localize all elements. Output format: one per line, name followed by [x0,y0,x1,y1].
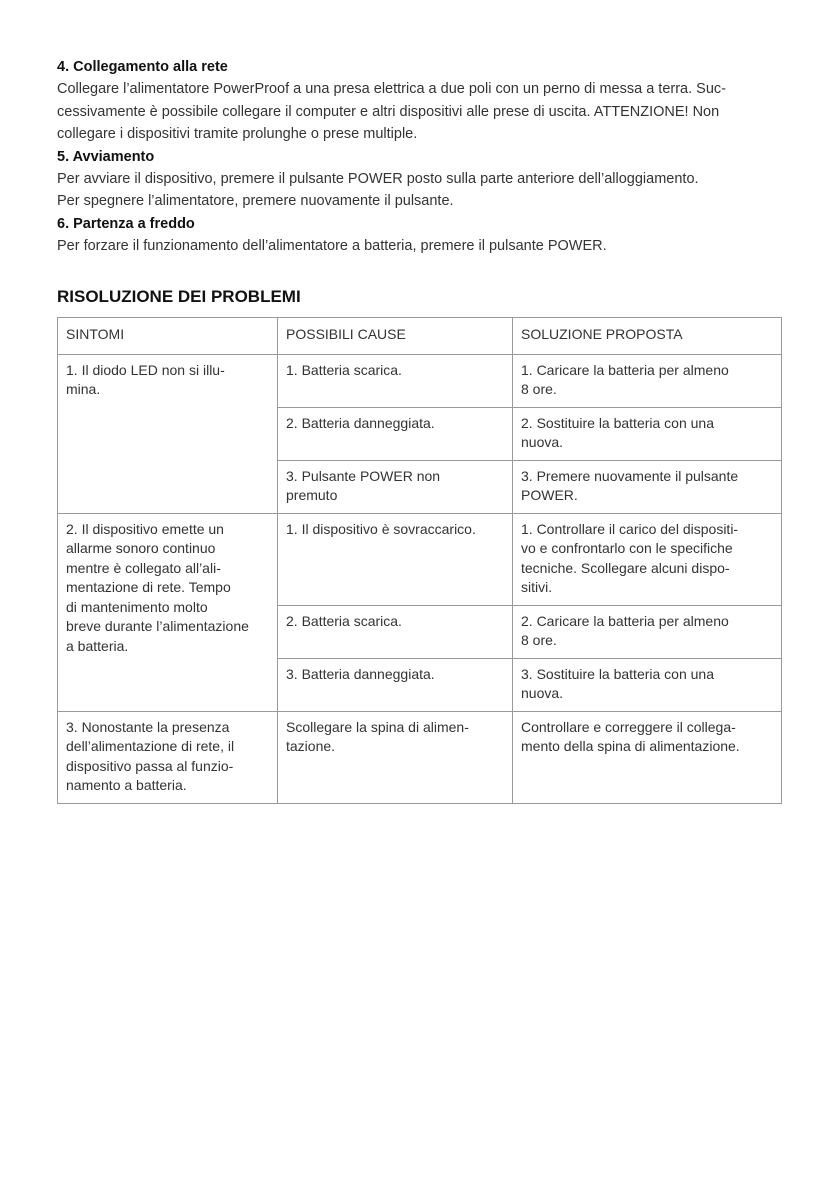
troubleshooting-title: RISOLUZIONE DEI PROBLEMI [57,287,301,306]
cell-line: mentazione di rete. Tempo [66,579,231,595]
table-header-row [58,318,782,355]
cause-cell [278,513,513,605]
paragraph-line: cessivamente è possibile collegare il computer e altri dispositivi alle prese di uscita. ATTENZIONE! Non [57,103,720,120]
cell-line: 3. Nonostante la presenza [66,718,230,735]
cell-line: premuto [286,487,338,503]
solution-cell [513,460,782,513]
cell-line: namento a batteria. [66,777,187,793]
header-symptoms: SINTOMI [58,318,278,355]
cell-line: 2. Batteria scarica. [286,612,402,629]
section-heading: 4. Collegamento alla rete [57,59,228,75]
cause-cell [278,658,513,711]
cell-line: 2. Il dispositivo emette un [66,520,224,537]
document-page [57,56,781,804]
paragraph-line: collegare i dispositivi tramite prolunghe o prese multiple. [57,126,418,142]
cell-line: a batteria. [66,637,129,654]
cause-cell [278,354,513,407]
section-cold-start [57,213,781,258]
cell-line: allarme sonoro continuo [66,540,216,556]
cell-line: POWER. [521,487,578,503]
table-row [58,354,782,407]
cell-line: vo e confrontarlo con le specifiche [521,540,733,556]
cell-line: 3. Pulsante POWER non [286,467,441,484]
cause-cell [278,407,513,460]
cell-line: 3. Batteria danneggiata. [286,665,435,682]
cell-line: 1. Controllare il carico del dispositi- [521,520,739,537]
header-solutions: SOLUZIONE PROPOSTA [513,318,782,355]
cell-line: Scollegare la spina di alimen- [286,718,469,735]
cell-line: mina. [66,381,101,397]
troubleshooting-table [57,317,782,804]
cell-line: 3. Premere nuovamente il pulsante [521,467,739,484]
cell-line: sitivi. [521,579,553,595]
section-startup [57,146,781,213]
paragraph-line: Collegare l’alimentatore PowerProof a una presa elettrica a due poli con un perno di messa a terra. Suc- [57,81,726,97]
cause-cell [278,605,513,658]
symptom-cell [58,513,278,711]
section-network-connection [57,56,781,146]
cell-line: breve durante l’alimentazione [66,618,249,634]
cell-line: mentre è collegato all’ali- [66,559,221,576]
section-heading: 5. Avviamento [57,148,155,165]
solution-cell [513,658,782,711]
cell-line: tazione. [286,738,336,754]
cause-cell [278,711,513,803]
cell-line: nuova. [521,685,564,701]
cell-line: 1. Il diodo LED non si illu- [66,361,225,378]
cell-line: di mantenimento molto [66,598,208,615]
cell-line: dell’alimentazione di rete, il [66,738,235,754]
cell-line: 2. Caricare la batteria per almeno [521,612,729,629]
table-body [58,354,782,803]
solution-cell [513,354,782,407]
solution-cell [513,605,782,658]
table-row [58,711,782,803]
section-heading: 6. Partenza a freddo [57,215,195,232]
cell-line: dispositivo passa al funzio- [66,757,234,774]
cell-line: nuova. [521,434,564,450]
paragraph-line: Per spegnere l’alimentatore, premere nuovamente il pulsante. [57,193,454,209]
cell-line: 3. Sostituire la batteria con una [521,665,715,682]
cell-line: 1. Il dispositivo è sovraccarico. [286,520,476,537]
cell-line: 1. Batteria scarica. [286,361,402,378]
cell-line: tecniche. Scollegare alcuni dispo- [521,559,730,576]
cell-line: 8 ore. [521,381,557,397]
header-causes: POSSIBILI CAUSE [278,318,513,355]
solution-cell [513,407,782,460]
solution-cell [513,711,782,803]
cell-line: 8 ore. [521,632,557,648]
symptom-cell [58,354,278,513]
cell-line: 2. Sostituire la batteria con una [521,414,715,431]
paragraph-line: Per forzare il funzionamento dell’alimentatore a batteria, premere il pulsante POWER. [57,237,607,254]
cell-line: 1. Caricare la batteria per almeno [521,361,729,378]
paragraph-line: Per avviare il dispositivo, premere il pulsante POWER posto sulla parte anteriore dell’alloggiamento. [57,170,699,187]
table-row [58,513,782,605]
cause-cell [278,460,513,513]
cell-line: 2. Batteria danneggiata. [286,414,435,431]
cell-line: mento della spina di alimentazione. [521,738,740,754]
solution-cell [513,513,782,605]
cell-line: Controllare e correggere il collega- [521,718,736,735]
symptom-cell [58,711,278,803]
